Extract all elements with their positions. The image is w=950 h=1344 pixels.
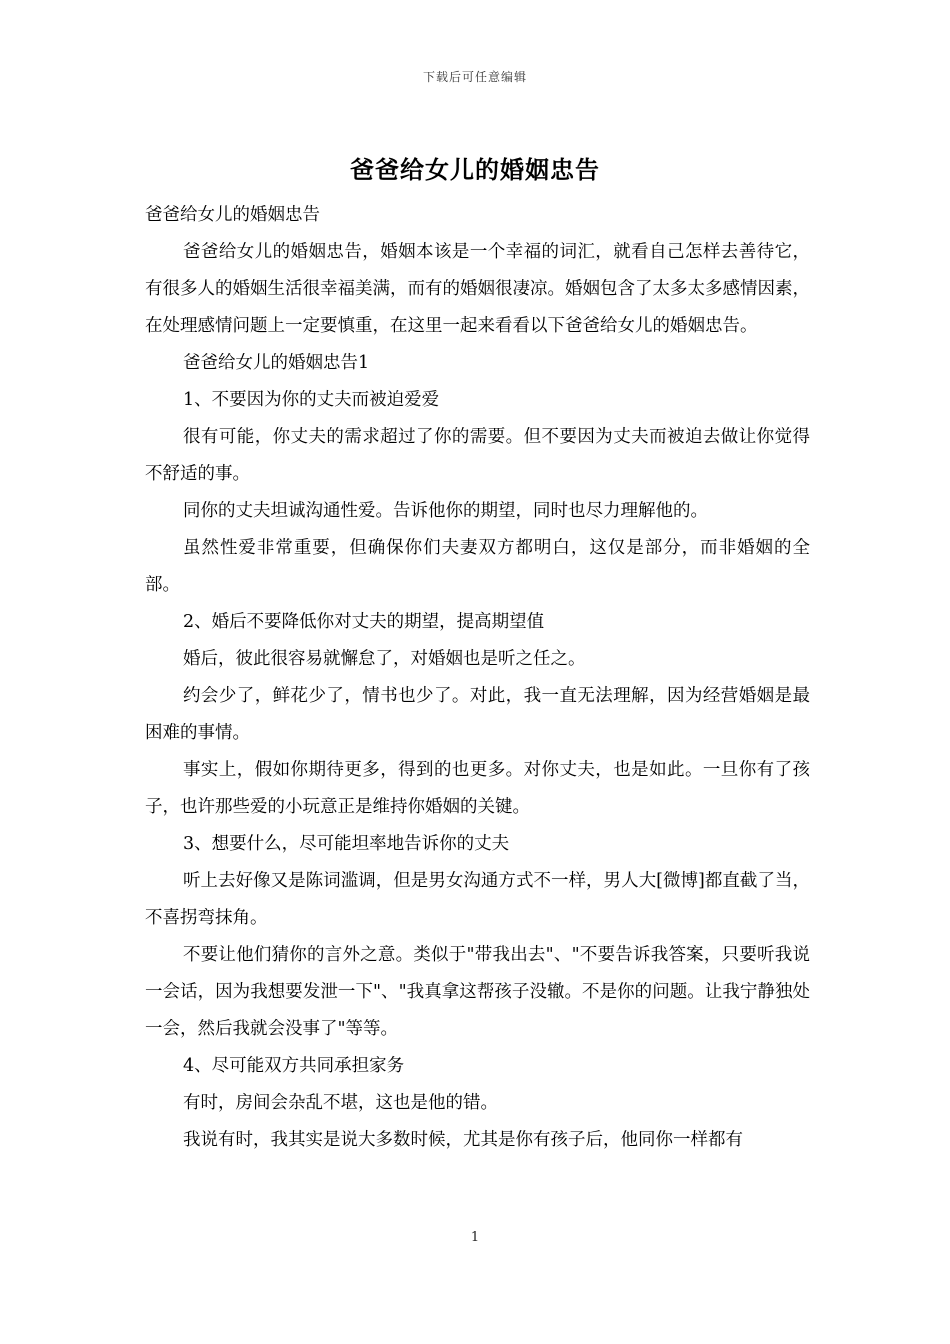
document-subtitle: 爸爸给女儿的婚姻忠告 xyxy=(145,205,320,225)
paragraph: 虽然性爱非常重要，但确保你们夫妻双方都明白，这仅是部分，而非婚姻的全部。 xyxy=(145,538,810,595)
point-heading-1: 1、不要因为你的丈夫而被迫爱爱 xyxy=(183,390,440,410)
page-header: 下载后可任意编辑 xyxy=(422,70,527,84)
page-number: 1 xyxy=(470,1230,480,1245)
document-title: 爸爸给女儿的婚姻忠告 xyxy=(350,155,600,184)
paragraph: 很有可能，你丈夫的需求超过了你的需要。但不要因为丈夫而被迫去做让你觉得不舒适的事。 xyxy=(145,427,810,484)
document-body xyxy=(145,197,810,1159)
point-heading-2: 2、婚后不要降低你对丈夫的期望，提高期望值 xyxy=(183,612,545,632)
paragraph: 不要让他们猜你的言外之意。类似于"带我出去"、"不要告诉我答案，只要听我说一会话，因为我想要发泄一下"、"我真拿这帮孩子没辙。不是你的问题。让我宁静独处一会，然后我就会没事了"等等。 xyxy=(145,945,810,1039)
paragraph: 听上去好像又是陈词滥调，但是男女沟通方式不一样，男人大[微博]都直截了当，不喜拐弯抹角。 xyxy=(145,871,810,928)
point-heading-4: 4、尽可能双方共同承担家务 xyxy=(183,1056,405,1076)
paragraph: 有时，房间会杂乱不堪，这也是他的错。 xyxy=(183,1093,498,1113)
paragraph: 约会少了，鲜花少了，情书也少了。对此，我一直无法理解，因为经营婚姻是最困难的事情。 xyxy=(145,686,810,743)
paragraph: 婚后，彼此很容易就懈怠了，对婚姻也是听之任之。 xyxy=(183,649,586,669)
paragraph: 我说有时，我其实是说大多数时候，尤其是你有孩子后，他同你一样都有 xyxy=(183,1130,743,1150)
intro-paragraph: 爸爸给女儿的婚姻忠告，婚姻本该是一个幸福的词汇，就看自己怎样去善待它，有很多人的婚姻生活很幸福美满，而有的婚姻很凄凉。婚姻包含了太多太多感情因素，在处理感情问题上一定要慎重，在这里一起来看看以下爸爸给女儿的婚姻忠告。 xyxy=(145,242,810,336)
section-heading: 爸爸给女儿的婚姻忠告1 xyxy=(183,353,370,373)
paragraph: 同你的丈夫坦诚沟通性爱。告诉他你的期望，同时也尽力理解他的。 xyxy=(183,501,708,521)
point-heading-3: 3、想要什么，尽可能坦率地告诉你的丈夫 xyxy=(183,834,510,854)
paragraph: 事实上，假如你期待更多，得到的也更多。对你丈夫，也是如此。一旦你有了孩子，也许那些爱的小玩意正是维持你婚姻的关键。 xyxy=(145,760,810,817)
